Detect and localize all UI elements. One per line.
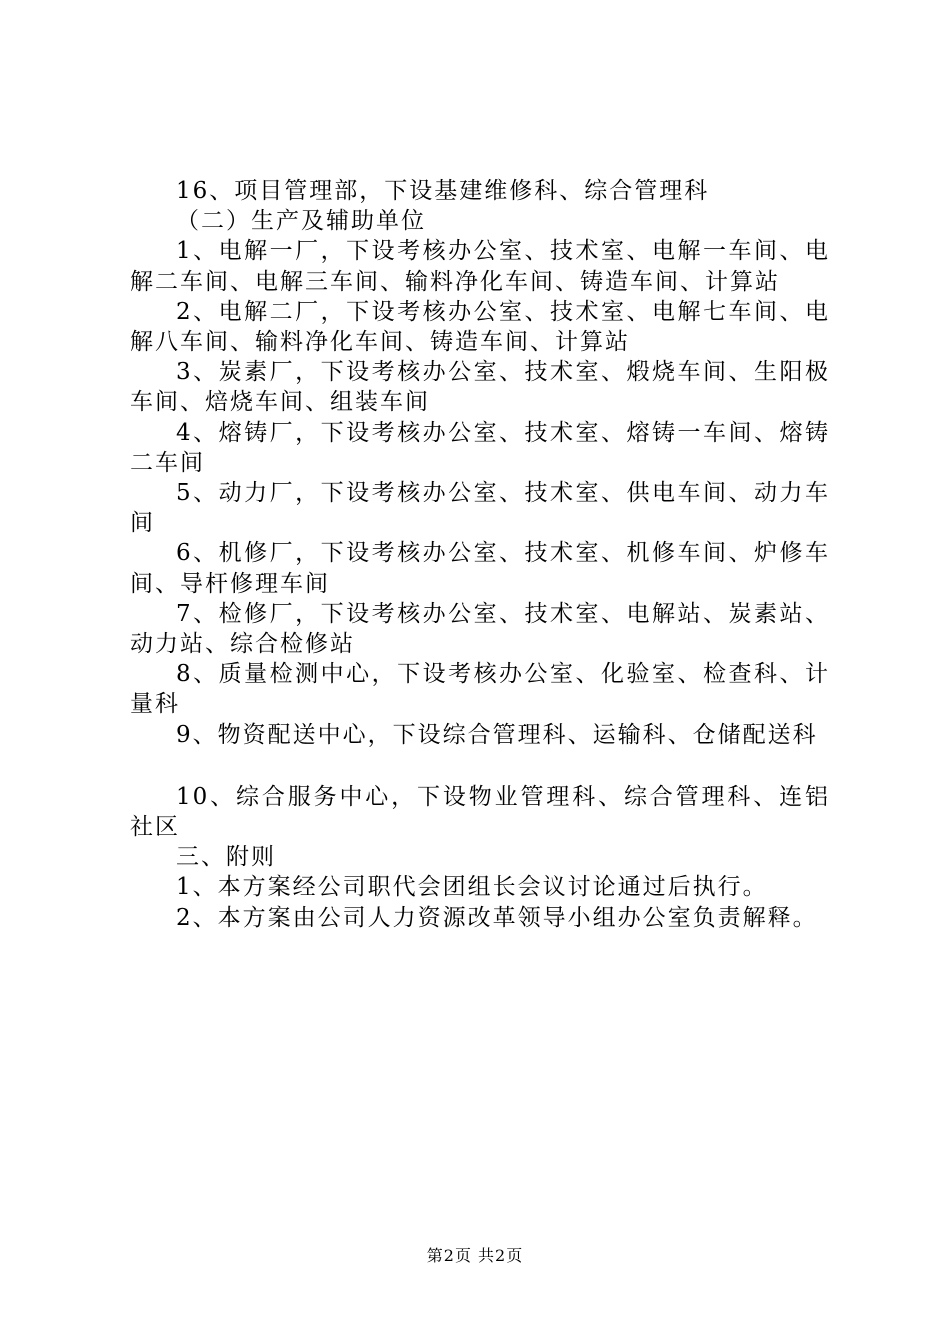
page-number-footer: 第2页 共2页 [426,1246,524,1265]
paragraph-item-4: 4、熔铸厂，下设考核办公室、技术室、熔铸一车间、熔铸二车间 [130,419,830,476]
paragraph-item-10: 10、综合服务中心，下设物业管理科、综合管理科、连铝社区 [130,783,830,841]
paragraph-item-1: 1、电解一厂，下设考核办公室、技术室、电解一车间、电解二车间、电解三车间、输料净化车间、铸造车间、计算站 [130,238,830,295]
section-heading-appendix: 三、附则 [176,844,276,871]
appendix-item-1: 1、本方案经公司职代会团组长会议讨论通过后执行。 [176,874,768,901]
paragraph-item-5: 5、动力厂，下设考核办公室、技术室、供电车间、动力车间 [130,480,830,537]
paragraph-item-3: 3、炭素厂，下设考核办公室、技术室、煅烧车间、生阳极车间、焙烧车间、组装车间 [130,359,830,416]
section-heading-production-units: （二）生产及辅助单位 [176,208,426,235]
paragraph-item-7: 7、检修厂，下设考核办公室、技术室、电解站、炭素站、动力站、综合检修站 [130,600,830,658]
paragraph-item-16: 16、项目管理部，下设基建维修科、综合管理科 [176,178,710,204]
paragraph-item-9: 9、物资配送中心，下设综合管理科、运输科、仓储配送科 [176,721,818,748]
appendix-item-2: 2、本方案由公司人力资源改革领导小组办公室负责解释。 [176,904,818,931]
paragraph-item-8: 8、质量检测中心，下设考核办公室、化验室、检查科、计量科 [130,661,830,718]
paragraph-item-6: 6、机修厂，下设考核办公室、技术室、机修车间、炉修车间、导杆修理车间 [130,540,830,597]
paragraph-item-2: 2、电解二厂，下设考核办公室、技术室、电解七车间、电解八车间、输料净化车间、铸造车间、计算站 [130,298,830,356]
document-body [130,176,830,933]
